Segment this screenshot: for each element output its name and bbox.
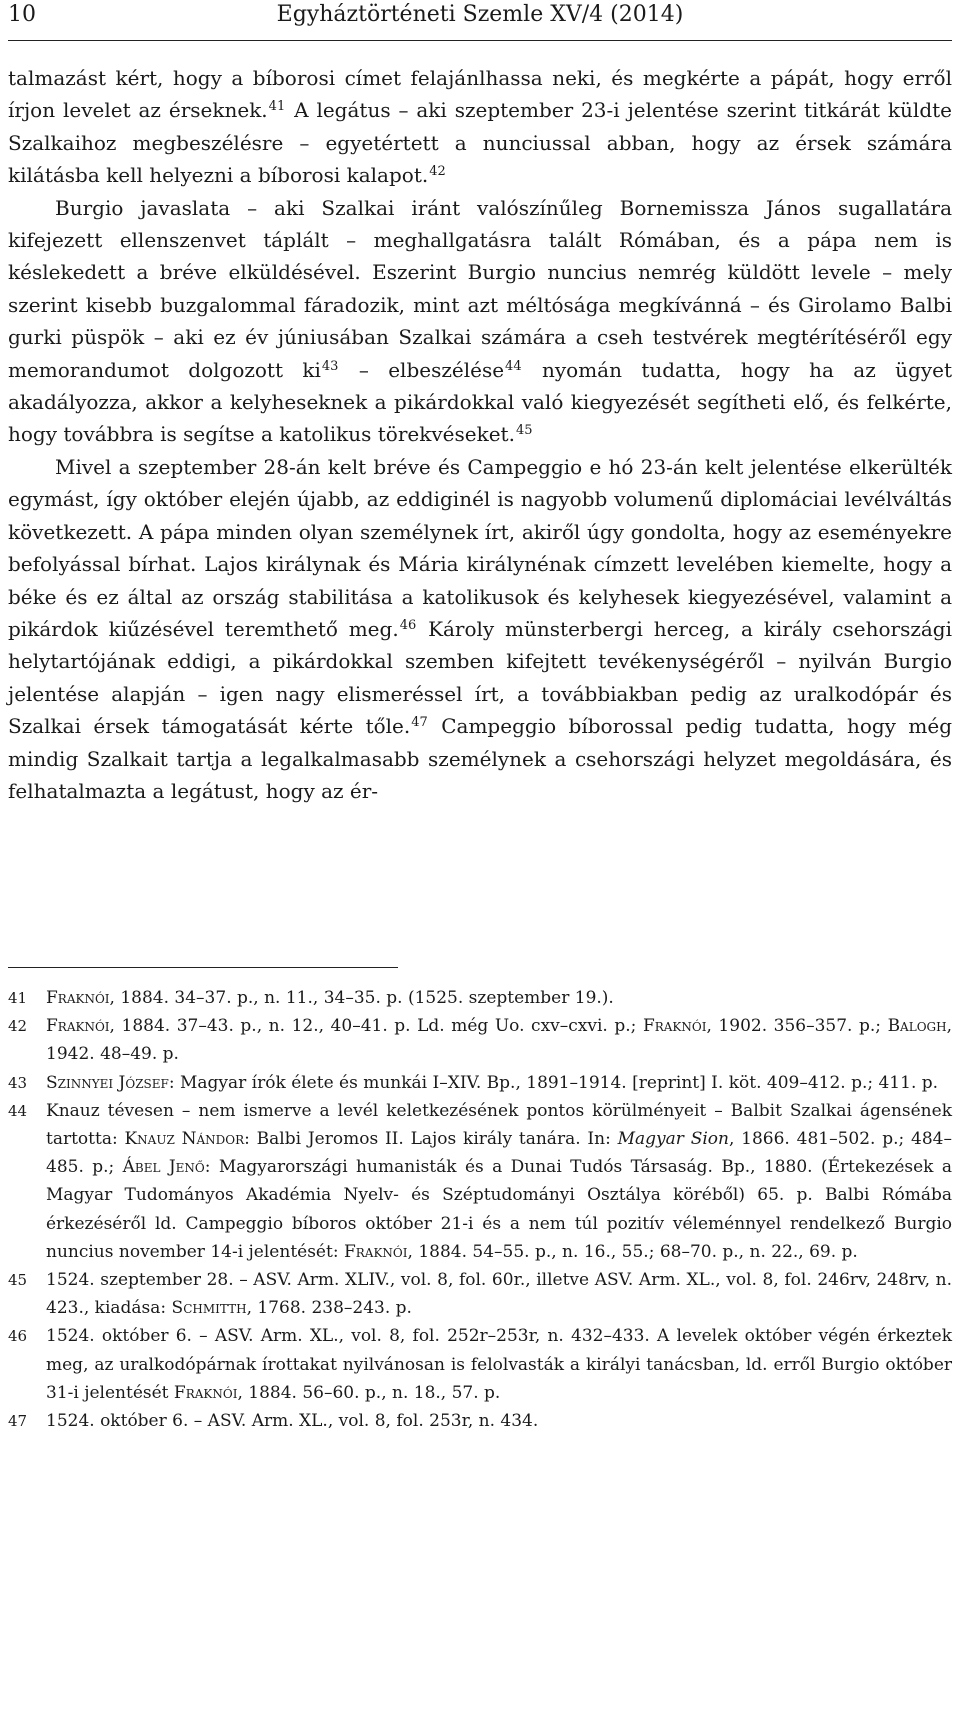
footnote-ref[interactable]: 46 bbox=[399, 617, 417, 633]
text-run: , 1884. 54–55. p., n. 16., 55.; 68–70. p., n. 22., 69. p. bbox=[407, 1241, 858, 1262]
main-text bbox=[8, 62, 952, 807]
paragraph bbox=[8, 62, 952, 192]
text-run: Knauz tévesen – nem ismerve a levél keletkezésének pontos körülményeit – Balbit Szalkai ágensének tartotta: bbox=[46, 1100, 952, 1150]
text-run: Károly münsterbergi herceg, a király csehországi helytartójának eddigi, a pikárdokkal szemben kifejtett tevékenységéről – nyilván Burgio jelentése alapján – igen nagy elismeréssel írt, a továbbiakban pedig az uralkodópár és Szalkai érsek támogatását kérte tőle. bbox=[8, 616, 952, 739]
author-name: Fraknói bbox=[173, 1382, 238, 1403]
text-run: , 1884. 56–60. p., n. 18., 57. p. bbox=[237, 1382, 501, 1403]
footnote bbox=[8, 1012, 952, 1068]
footnote bbox=[8, 984, 952, 1012]
text-run: : Magyarországi humanisták és a Dunai Tudós Társaság. Bp., 1880. (Értekezések a Magyar Tudományos Akadémia Nyelv- és Széptudományi Osztálya köréből) 65. p. Balbi Rómába érkezéséről ld. Campeggio bíboros október 21-i és a nem túl pozitív véleménnyel rendelkező Burgio nuncius november 14-i jelentését: bbox=[46, 1157, 952, 1262]
text-run: 1524. október 6. – ASV. Arm. XL., vol. 8, fol. 252r–253r, n. 432–433. A levelek október végén érkeztek meg, az uralkodópárnak írottakat nyilvánosan is felolvasták a királyi tanácsban, ld. erről Burgio október 31-i jelentését bbox=[46, 1326, 952, 1403]
author-name: Szinnyei József bbox=[46, 1072, 169, 1093]
footnote-ref[interactable]: 41 bbox=[268, 99, 286, 115]
footnote-ref[interactable]: 42 bbox=[429, 164, 446, 180]
author-name: Balogh bbox=[887, 1016, 947, 1037]
footnote bbox=[8, 1266, 952, 1322]
footnote-number: 44 bbox=[8, 1101, 28, 1120]
text-run: 1524. október 6. – ASV. Arm. XL., vol. 8, fol. 253r, n. 434. bbox=[46, 1411, 539, 1432]
text-run: Campeggio bíborossal pedig tudatta, hogy még mindig Szalkait tartja a legalkalmasabb személynek a csehországi helyzet megoldására, és felhatalmazta a legátust, hogy az ér- bbox=[8, 714, 953, 803]
footnote bbox=[8, 1322, 952, 1407]
author-name: Schmitth bbox=[171, 1298, 247, 1319]
text-run: Burgio javaslata – aki Szalkai iránt valószínűleg Bornemissza János sugallatára kifejezett ellenszenvet táplált – meghallgatásra talált Rómában, és a pápa nem is késlekedett a bréve elküldésével. Eszerint Burgio nuncius nemrég küldött levele – mely szerint kisebb buzgalommal fáradozik, mint azt méltósága megkívánná – és Girolamo Balbi gurki püspök – aki ez év júniusában Szalkai számára a cseh testvérek megtérítéséről egy memorandumot dolgozott ki bbox=[8, 195, 952, 382]
text-run: , 1902. 356–357. p.; bbox=[706, 1016, 888, 1037]
footnote-ref[interactable]: 43 bbox=[321, 358, 339, 374]
text-run: , 1884. 37–43. p., n. 12., 40–41. p. Ld. még Uo. cxv–cxvi. p.; bbox=[109, 1016, 643, 1037]
author-name: Ábel Jenő bbox=[122, 1157, 205, 1178]
author-name: Fraknói bbox=[642, 1016, 707, 1037]
text-run: : Magyar írók élete és munkái I–XIV. Bp., 1891–1914. [reprint] I. köt. 409–412. p.; 411. p. bbox=[168, 1072, 939, 1093]
author-name: Fraknói bbox=[46, 988, 110, 1008]
footnotes bbox=[8, 984, 952, 1435]
footnote bbox=[8, 1097, 952, 1266]
footnote-number: 42 bbox=[8, 1017, 28, 1036]
footnote bbox=[8, 1069, 952, 1097]
author-name: Fraknói bbox=[46, 1016, 110, 1037]
text-run: , 1884. 34–37. p., n. 11., 34–35. p. (1525. szeptember 19.). bbox=[109, 988, 614, 1008]
footnote-ref[interactable]: 47 bbox=[411, 715, 428, 731]
author-name: Knauz Nándor bbox=[124, 1129, 245, 1150]
footnote-number: 47 bbox=[8, 1412, 28, 1431]
text-run: Mivel a szeptember 28-án kelt bréve és Campeggio e hó 23-án kelt jelentése elkerülték egymást, így október elején újabb, az eddiginél is nagyobb volumenű diplomáciai levélváltás következett. A pápa minden olyan személynek írt, akiről úgy gondolta, hogy az eseményekre befolyással bírhat. Lajos királynak és Mária királynénak címzett levelében kiemelte, hogy a béke és ez által az ország stabilitása a katolikusok és kelyhesek kiegyezésével, valamint a pikárdok kiűzésével teremthető meg. bbox=[8, 454, 952, 641]
text-run: – elbeszélése bbox=[339, 357, 505, 382]
footnote-number: 46 bbox=[8, 1327, 28, 1346]
footnote-number: 43 bbox=[8, 1073, 28, 1092]
paragraph bbox=[8, 451, 952, 807]
text-run: talmazást kért, hogy a bíborosi címet felajánlhassa neki, és megkérte a pápát, hogy erről írjon levelet az érseknek. bbox=[8, 66, 952, 123]
text-run: , 1866. 481–502. p.; 484–485. p.; bbox=[46, 1129, 952, 1178]
footnote bbox=[8, 1407, 952, 1435]
text-run: , 1942. 48–49. p. bbox=[46, 1016, 952, 1065]
running-title: Egyháztörténeti Szemle XV/4 (2014) bbox=[276, 2, 684, 27]
text-run: 1524. szeptember 28. – ASV. Arm. XLIV., vol. 8, fol. 60r., illetve ASV. Arm. XL., vol. 8, fol. 246rv, 248rv, n. 423., kiadása: bbox=[46, 1270, 952, 1319]
page-number: 10 bbox=[8, 2, 36, 27]
footnote-ref[interactable]: 44 bbox=[505, 358, 522, 374]
footnote-ref[interactable]: 45 bbox=[515, 423, 533, 439]
footnote-number: 45 bbox=[8, 1271, 28, 1290]
text-run: : Balbi Jeromos II. Lajos király tanára. In: bbox=[244, 1129, 618, 1150]
footnote-number: 41 bbox=[8, 989, 28, 1007]
text-run: A legátus – aki szeptember 23-i jelentése szerint titkárát küldte Szalkaihoz megbeszélésre – egyetértett a nunciussal abban, hogy az érsek számára kilátásba kell helyezni a bíborosi kalapot. bbox=[8, 98, 952, 188]
page-header bbox=[8, 0, 952, 41]
text-run: , 1768. 238–243. p. bbox=[246, 1298, 412, 1319]
footnote-separator bbox=[8, 967, 398, 968]
paragraph bbox=[8, 192, 952, 451]
journal-title: Magyar Sion bbox=[617, 1129, 729, 1150]
author-name: Fraknói bbox=[343, 1241, 408, 1262]
text-run: nyomán tudatta, hogy ha az ügyet akadályozza, akkor a kelyheseknek a pikárdokkal való kiegyezését segítheti elő, és felkérte, hogy továbbra is segítse a katolikus törekvéseket. bbox=[8, 357, 952, 447]
